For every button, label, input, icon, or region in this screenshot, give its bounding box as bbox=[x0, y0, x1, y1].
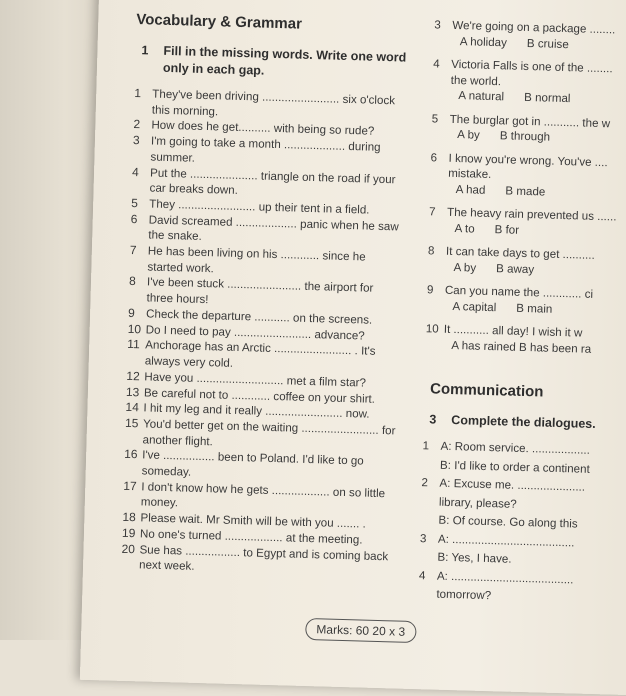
item-text: Sue has ................. to Egypt and is coming back next week. bbox=[138, 543, 389, 574]
item-text: Do I need to pay ........................ advance? bbox=[145, 323, 365, 343]
dialogue-line bbox=[418, 586, 626, 609]
option-a: A by bbox=[457, 128, 481, 142]
item-text: I don't know how he gets .................. on so little money. bbox=[140, 480, 386, 510]
option-b: B for bbox=[494, 222, 520, 237]
item-text: Check the departure ........... on the screens. bbox=[145, 307, 373, 327]
option-b: B cruise bbox=[526, 36, 569, 51]
dialogue-text: B: I'd like to order a continent bbox=[439, 458, 590, 476]
item-text: No one's turned .................. at the meeting. bbox=[139, 527, 363, 547]
item-number: 10 bbox=[127, 321, 142, 336]
question-text: The heavy rain prevented us ...... bbox=[446, 205, 617, 224]
option-b: B away bbox=[495, 261, 535, 276]
communication-title: Communication bbox=[429, 380, 544, 401]
item-number: 9 bbox=[426, 283, 434, 297]
item-number: 4 bbox=[131, 164, 139, 179]
item-text: David screamed ................... panic when he saw the snake. bbox=[148, 213, 399, 244]
left-column bbox=[121, 11, 409, 581]
item-number: 7 bbox=[129, 243, 137, 258]
option-b: B normal bbox=[523, 90, 571, 106]
item-text: I'm going to take a month ................... during summer. bbox=[150, 134, 381, 165]
item-number: 4 bbox=[433, 57, 440, 71]
item-text: You'd better get on the waiting ........................ for another flight. bbox=[142, 417, 396, 449]
item-number: 2 bbox=[133, 117, 141, 132]
question-text: I know you're wrong. You've .... bbox=[448, 151, 608, 169]
item-number: 20 bbox=[121, 541, 136, 556]
item-number: 8 bbox=[427, 244, 435, 258]
workbook-page bbox=[80, 0, 626, 695]
item-number: 5 bbox=[131, 195, 139, 211]
exercise-3-heading bbox=[423, 411, 626, 435]
right-column bbox=[418, 17, 626, 612]
item-number bbox=[422, 457, 440, 473]
item-number-spacer bbox=[433, 72, 451, 88]
option-a: A natural bbox=[458, 89, 505, 104]
question-text: We're going on a package ........ bbox=[452, 18, 616, 37]
option-b: B made bbox=[505, 183, 546, 199]
item-text: He has been living on his ............ since he started work. bbox=[147, 244, 366, 275]
item-number: 6 bbox=[130, 211, 138, 226]
option-b: B main bbox=[516, 301, 553, 316]
exercise-1-heading bbox=[135, 42, 408, 84]
question-text: Victoria Falls is one of the ........ bbox=[451, 57, 613, 76]
item-number: 8 bbox=[128, 274, 136, 289]
question-text: It can take days to get .......... bbox=[445, 244, 596, 262]
item-text: I've been stuck ....................... the airport for three hours! bbox=[146, 275, 374, 307]
item-number: 16 bbox=[124, 447, 138, 462]
option-a: A holiday bbox=[459, 34, 508, 49]
exercise-2-list bbox=[425, 17, 626, 359]
item-number: 1 bbox=[422, 439, 430, 453]
dialogue-text: B: Of course. Go along this bbox=[438, 513, 578, 531]
item-number: 18 bbox=[122, 510, 137, 525]
dialogue-text: tomorrow? bbox=[436, 587, 492, 603]
item-number bbox=[418, 586, 436, 602]
item-number: 6 bbox=[430, 150, 438, 164]
dialogue-text: A: ...................................... bbox=[436, 569, 574, 586]
dialogue-text: A: ...................................... bbox=[437, 532, 575, 549]
item-number: 3 bbox=[434, 18, 441, 32]
item-number: 1 bbox=[134, 86, 142, 101]
item-number-spacer bbox=[430, 165, 448, 181]
item-text: Put the ..................... triangle on the road if your car breaks down. bbox=[149, 166, 396, 198]
item-number: 15 bbox=[124, 415, 139, 431]
item-number: 10 bbox=[425, 322, 439, 336]
item-number: 14 bbox=[125, 400, 140, 415]
marks-label: Marks: bbox=[316, 622, 353, 638]
question-text: the world. bbox=[450, 73, 502, 88]
exercise-1-list bbox=[121, 86, 406, 580]
marks-value: 60 bbox=[355, 623, 370, 638]
question-text: Can you name the ............ ci bbox=[444, 283, 594, 301]
item-number: 2 bbox=[421, 476, 429, 490]
item-number: 9 bbox=[127, 305, 136, 320]
question-text: The burglar got in ........... the w bbox=[449, 112, 611, 130]
dialogue-list bbox=[418, 438, 626, 609]
item-text: I've ................ been to Poland. I'd like to go someday. bbox=[141, 448, 364, 479]
option-a: A had bbox=[455, 182, 486, 197]
option-a: A to bbox=[454, 221, 475, 236]
dialogue-text: A: Room service. .................. bbox=[440, 439, 591, 457]
item-text: They ........................ up their tent in a field. bbox=[149, 197, 370, 217]
marks-box bbox=[305, 618, 416, 643]
item-number: 3 bbox=[132, 133, 140, 148]
item-text: How does he get.......... with being so rude? bbox=[151, 118, 375, 139]
item-number: 19 bbox=[121, 525, 136, 541]
exercise-instruction: Fill in the missing words. Write one word only in each gap. bbox=[162, 43, 407, 78]
item-number: 12 bbox=[126, 368, 140, 384]
item-text: They've been driving ........................ six o'clock this morning. bbox=[151, 87, 396, 118]
item-text: Please wait. Mr Smith will be with you ....... . bbox=[140, 511, 367, 531]
question-text: mistake. bbox=[447, 166, 492, 182]
item-number: 17 bbox=[123, 478, 137, 494]
item-text: Have you ........................... met a film star? bbox=[144, 370, 367, 390]
exercise-number: 1 bbox=[141, 43, 149, 58]
section-title: Vocabulary & Grammar bbox=[136, 11, 303, 33]
option-a: A capital bbox=[452, 299, 497, 314]
item-number bbox=[419, 549, 437, 565]
dialogue-text: B: Yes, I have. bbox=[437, 550, 512, 566]
option-a: A has rained B has been ra bbox=[451, 338, 592, 356]
item-text: Be careful not to ............ coffee on your shirt. bbox=[143, 385, 376, 406]
marks-calc: 20 x 3 bbox=[372, 623, 406, 639]
option-b: B through bbox=[499, 129, 551, 144]
item-number: 3 bbox=[419, 531, 427, 545]
question-text: It ........... all day! I wish it w bbox=[443, 322, 583, 340]
item-number: 11 bbox=[127, 337, 140, 352]
item-text: I hit my leg and it really ........................ now. bbox=[143, 401, 370, 422]
dialogue-text: A: Excuse me. ..................... bbox=[439, 476, 586, 494]
item-number: 4 bbox=[418, 568, 426, 582]
exercise-number: 3 bbox=[429, 412, 437, 427]
item-number: 5 bbox=[431, 111, 439, 126]
item-number: 13 bbox=[125, 384, 140, 399]
dialogue-text: library, please? bbox=[438, 495, 517, 511]
item-number: 7 bbox=[428, 205, 436, 219]
exercise-instruction: Complete the dialogues. bbox=[451, 412, 596, 432]
item-number bbox=[420, 512, 438, 528]
item-number bbox=[421, 494, 439, 510]
gap-fill-item bbox=[121, 542, 394, 581]
option-a: A by bbox=[453, 260, 477, 275]
item-text: Anchorage has an Arctic ........................ . It's always very cold. bbox=[144, 338, 376, 370]
